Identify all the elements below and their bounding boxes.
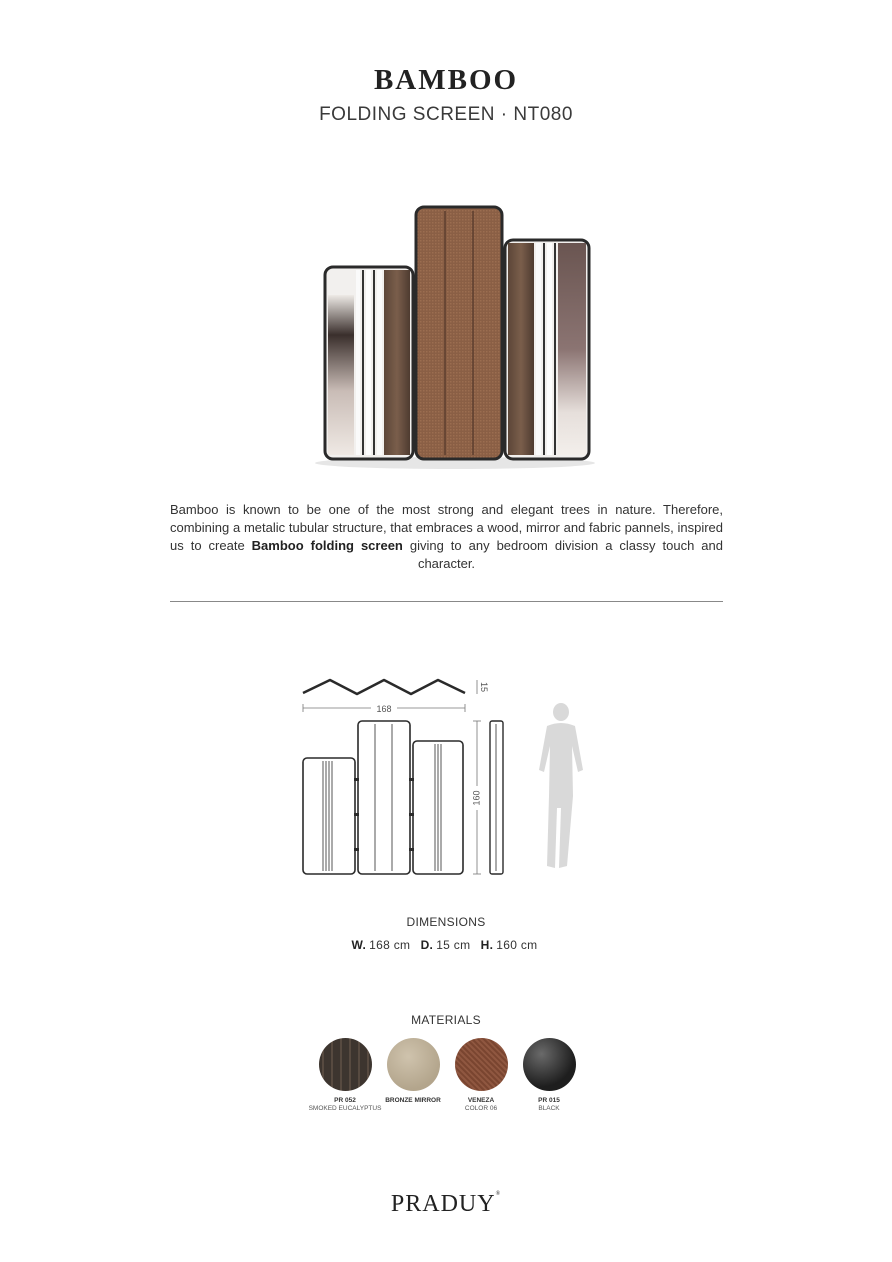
width-label: 168 <box>376 704 392 714</box>
depth-label: 15 <box>479 681 489 693</box>
dimensions-heading: DIMENSIONS <box>406 915 486 929</box>
width-key: W. <box>351 938 367 952</box>
description-text-end: giving to any bedroom division a classy touch and character. <box>402 538 723 571</box>
technical-drawing <box>295 668 605 878</box>
material-name: BLACK <box>538 1105 560 1112</box>
height-label: 160 <box>471 790 482 806</box>
material-code: PR 015 <box>538 1097 560 1104</box>
material-swatch <box>455 1038 508 1091</box>
material-name: COLOR 06 <box>464 1105 498 1112</box>
material-code: BRONZE MIRROR <box>385 1097 441 1104</box>
dimensions-values <box>0 938 892 952</box>
material-name: SMOKED EUCALYPTUS <box>308 1105 382 1112</box>
materials-list <box>300 1038 592 1128</box>
material-item <box>504 1038 594 1113</box>
product-description <box>170 501 723 573</box>
material-swatch <box>319 1038 372 1091</box>
human-silhouette <box>539 703 583 868</box>
brand-logo-text: PRADUY <box>390 1191 496 1217</box>
material-code: PR 052 <box>334 1097 356 1104</box>
brand-mark: ® <box>495 1191 502 1197</box>
section-divider <box>170 601 723 602</box>
height-key: H. <box>480 938 494 952</box>
depth-key: D. <box>420 938 434 952</box>
width-value: 168 cm <box>369 938 411 952</box>
material-swatch <box>523 1038 576 1091</box>
page-subtitle: FOLDING SCREEN · NT080 <box>319 104 573 125</box>
material-code: VENEZA <box>467 1097 495 1104</box>
description-text: Bamboo is known to be one of the most strong and elegant trees in nature. Therefore, combining a metalic tubular structure, that embraces a wood, mirror and fabric pannels, inspired us to create <box>170 502 723 553</box>
materials-heading: MATERIALS <box>411 1013 481 1027</box>
description-highlight: Bamboo folding screen <box>251 538 403 553</box>
page-title: BAMBOO <box>373 64 519 96</box>
height-value: 160 cm <box>496 938 538 952</box>
brand-logo <box>0 1191 892 1218</box>
product-image <box>300 195 610 480</box>
depth-value: 15 cm <box>436 938 471 952</box>
material-swatch <box>387 1038 440 1091</box>
